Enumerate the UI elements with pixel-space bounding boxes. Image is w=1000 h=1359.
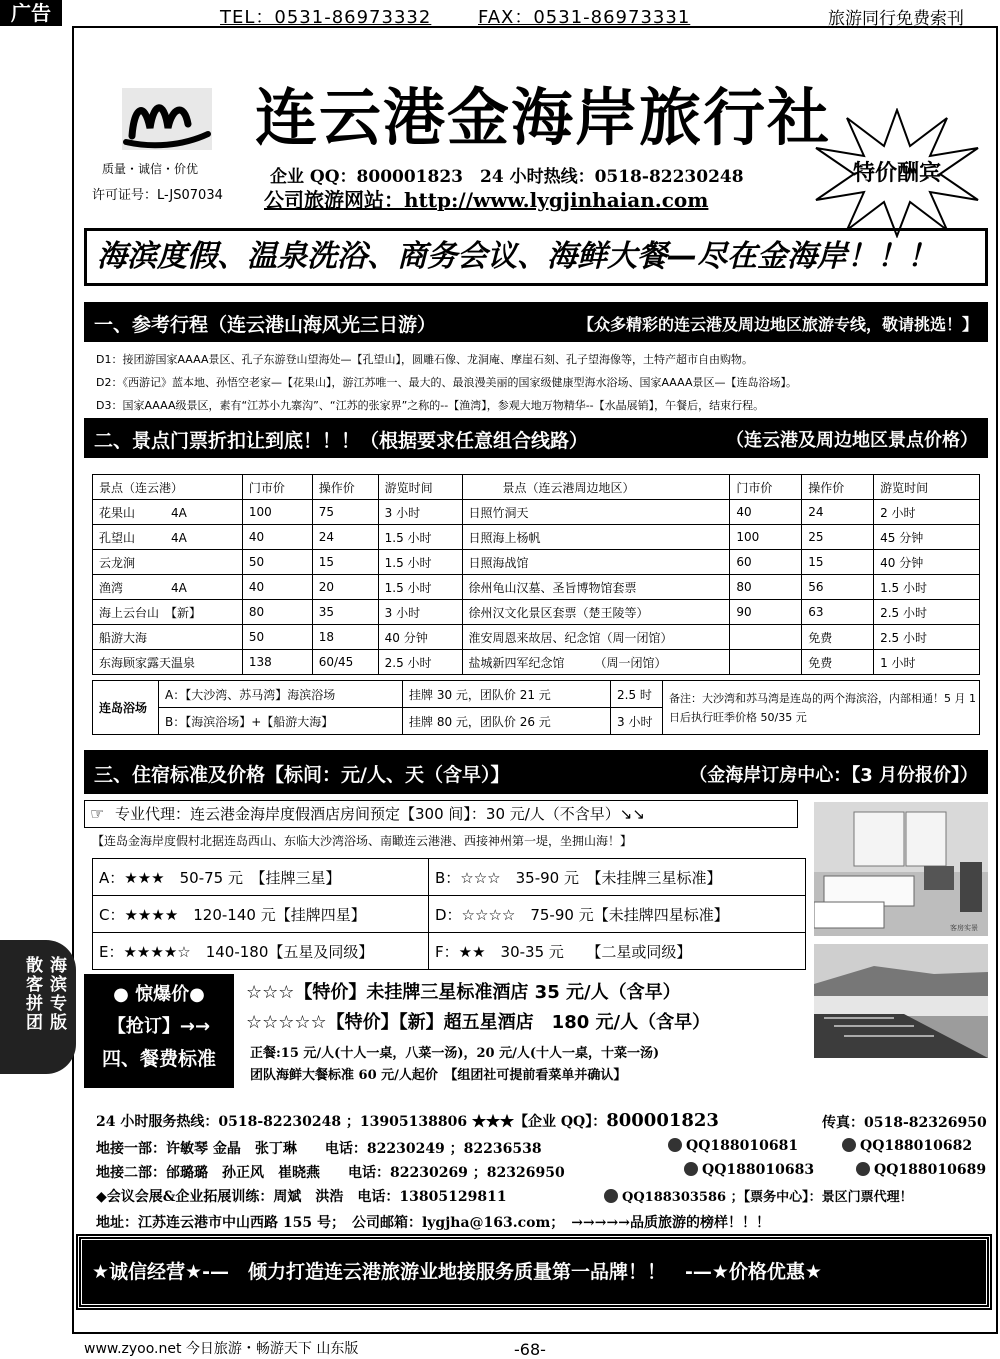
qq-penguin-icon	[842, 1138, 856, 1152]
table-row	[93, 575, 980, 600]
table-cell: 3 小时	[378, 500, 462, 525]
company-qq-hotline: 企业 QQ：800001823 24 小时热线：0518-82230248	[270, 167, 744, 187]
hotel-cell: D：☆☆☆☆ 75-90 元【未挂牌四星标准】	[429, 896, 806, 933]
table-row	[93, 625, 980, 650]
table-cell: 东海顾家露天温泉	[93, 650, 243, 675]
table-cell: 盐城新四军纪念馆 （周一闭馆）	[462, 650, 730, 675]
side-tab-text-1: 散客拼团	[22, 956, 42, 1032]
hotel-cell: E：★★★★☆ 140-180【五星及同级】	[93, 933, 429, 970]
table-cell: 1.5 小时	[874, 575, 980, 600]
header-tel: TEL：0531-86973332	[220, 7, 432, 28]
promo-star-text: 特价酬宾	[852, 161, 942, 186]
header-fax: FAX：0531-86973331	[478, 7, 691, 28]
table-header-row	[93, 475, 980, 500]
hotel-cell: F：★★ 30-35 元 【二星或同级】	[429, 933, 806, 970]
table-cell: 渔湾 4A	[93, 575, 243, 600]
dept1-qq1	[668, 1138, 798, 1154]
table-header: 操作价	[802, 475, 874, 500]
main-banner: 海滨度假、温泉洗浴、商务会议、海鲜大餐—尽在金海岸！！！	[84, 228, 988, 286]
itinerary-day2: D2：《西游记》蓝本地、孙悟空老家—【花果山】，游江苏唯一、最大的、最浪漫美丽的国家级健康型海水浴场、国家AAAA景区—【连岛浴场】。	[96, 376, 797, 389]
table-cell: 淮安周恩来故居、纪念馆（周一闭馆）	[462, 625, 730, 650]
hotel-cell: B：☆☆☆ 35-90 元 【未挂牌三星标准】	[429, 859, 806, 896]
deal-line-2: ☆☆☆☆☆【特价】【新】超五星酒店 180 元/人（含早）	[246, 1012, 711, 1033]
table-cell: 3 小时	[378, 600, 462, 625]
table-cell: 18	[312, 625, 378, 650]
meal-line-1: 正餐:15 元/人(十人一桌，八菜一汤)，20 元/人(十人一桌，十菜一汤)	[250, 1046, 660, 1061]
hotel-row	[93, 933, 806, 970]
company-slogan: 质量・诚信・价优	[102, 162, 199, 176]
island-label: 连岛浴场	[93, 681, 159, 735]
section1-title: 一、参考行程（连云港山海风光三日游）	[94, 314, 437, 336]
table-header: 门市价	[730, 475, 802, 500]
table-cell: 15	[312, 550, 378, 575]
section3-note: （金海岸订房中心：【3 月份报价】）	[689, 765, 978, 786]
table-cell: 日照海战馆	[462, 550, 730, 575]
side-tab-text-2: 海滨专版	[46, 956, 66, 1032]
table-cell: 24	[312, 525, 378, 550]
ticket-price-table	[92, 474, 980, 675]
table-cell: 75	[312, 500, 378, 525]
qq-number: QQ188010689	[874, 1162, 987, 1178]
hand-pointer-icon: ☞	[90, 804, 105, 823]
table-cell: 25	[802, 525, 874, 550]
qq-number: QQ188010682	[860, 1138, 973, 1154]
table-cell: 40 分钟	[378, 625, 462, 650]
hotel-cell: A：★★★ 50-75 元 【挂牌三星】	[93, 859, 429, 896]
table-header: 景点（连云港）	[93, 475, 243, 500]
deal-label-1: ● 惊爆价●	[113, 984, 205, 1005]
table-cell: 100	[242, 500, 312, 525]
itinerary-day3: D3：国家AAAA级景区，素有“江苏小九寨沟”、“江苏的张家界”之称的--【渔湾】，参观大地万物精华--【水晶展销】，午餐后，结束行程。	[96, 399, 765, 412]
qq-number: QQ188010683	[702, 1162, 815, 1178]
table-cell: 2.5 小时	[874, 625, 980, 650]
table-cell: 海上云台山 【新】	[93, 600, 243, 625]
table-header: 操作价	[312, 475, 378, 500]
table-cell: 35	[312, 600, 378, 625]
table-cell: 免费	[802, 625, 874, 650]
itinerary-day1: D1：接团游国家AAAA景区、孔子东游登山望海处—【孔望山】，圆雕石像、龙洞庵、摩崖石刻、孔子望海像等，土特产超市自由购物。	[96, 353, 753, 366]
section3-header	[84, 750, 988, 794]
company-logo-icon	[122, 88, 212, 150]
table-cell: 徐州龟山汉墓、圣旨博物馆套票	[462, 575, 730, 600]
table-cell: 40	[730, 500, 802, 525]
deal-box	[84, 974, 234, 1088]
side-tab	[0, 940, 76, 1074]
island-price-b: 挂牌 80 元，团队价 26 元	[403, 708, 611, 735]
promo-starburst	[812, 108, 982, 238]
table-cell	[730, 650, 802, 675]
island-time-b: 3 小时	[611, 708, 663, 735]
qq-and-ticket-center: QQ188303586 ；【票务中心】：景区门票代理！	[622, 1190, 913, 1205]
table-cell: 免费	[802, 650, 874, 675]
table-row	[93, 600, 980, 625]
table-cell: 2.5 小时	[874, 600, 980, 625]
deal-line-1: ☆☆☆【特价】未挂牌三星标准酒店 35 元/人（含早）	[246, 982, 681, 1003]
island-beach-table	[92, 680, 980, 735]
table-cell: 24	[802, 500, 874, 525]
table-cell: 80	[730, 575, 802, 600]
qq-penguin-icon	[668, 1138, 682, 1152]
hotel-row	[93, 896, 806, 933]
table-cell: 1 小时	[874, 650, 980, 675]
seaside-photo	[814, 944, 988, 1058]
table-row	[93, 550, 980, 575]
table-cell: 50	[242, 625, 312, 650]
section2-header	[84, 418, 988, 458]
qq-number: QQ188010681	[686, 1138, 799, 1154]
qq-penguin-icon	[856, 1162, 870, 1176]
island-price-a: 挂牌 30 元，团队价 21 元	[403, 681, 611, 708]
island-time-a: 2.5 时	[611, 681, 663, 708]
table-cell: 40 分钟	[874, 550, 980, 575]
table-row	[93, 650, 980, 675]
section1-note: 【众多精彩的连云港及周边地区旅游专线，敬请挑选！】	[577, 315, 978, 334]
section2-title: 二、景点门票折扣让到底！！！（根据要求任意组合线路）	[94, 430, 589, 452]
table-cell: 船游大海	[93, 625, 243, 650]
bottom-banner: ★诚信经营★-— 倾力打造连云港旅游业地接服务质量第一品牌！！ -—★价格优惠★	[78, 1236, 990, 1308]
hotel-row	[93, 859, 806, 896]
enterprise-qq: 800001823	[606, 1110, 719, 1131]
meal-line-2: 团队海鲜大餐标准 60 元/人起价 【组团社可提前看菜单并确认】	[250, 1068, 627, 1083]
hotel-cell: C：★★★★ 120-140 元【挂牌四星】	[93, 896, 429, 933]
company-license: 许可证号：L-JS07034	[92, 188, 223, 203]
island-option-b: B：【海滨浴场】+【船游大海】	[159, 708, 403, 735]
dept2-qq1	[684, 1162, 814, 1178]
hotel-price-table	[92, 858, 806, 970]
hotel-room-photo	[814, 802, 988, 936]
contact-hotline	[96, 1110, 719, 1131]
table-cell: 20	[312, 575, 378, 600]
table-cell: 56	[802, 575, 874, 600]
hotline-text: 24 小时服务热线：0518-82230248 ；13905138806 ★★★【企业 QQ】：	[96, 1114, 607, 1130]
table-header: 游览时间	[378, 475, 462, 500]
meetings-qq	[604, 1186, 913, 1205]
section2-note: （连云港及周边地区景点价格）	[726, 430, 978, 451]
qq-penguin-icon	[604, 1189, 618, 1203]
table-cell: 100	[730, 525, 802, 550]
company-name: 连云港金海岸旅行社	[255, 81, 832, 154]
ad-tag: 广告	[0, 0, 62, 26]
table-cell: 60/45	[312, 650, 378, 675]
table-cell: 云龙涧	[93, 550, 243, 575]
table-row	[93, 500, 980, 525]
contact-meetings: ◆会议会展&企业拓展训练：周斌 洪浩 电话：13805129811	[96, 1189, 507, 1205]
table-cell: 日照海上杨帆	[462, 525, 730, 550]
table-cell: 40	[242, 525, 312, 550]
deal-label-2: 【抢订】→→	[107, 1016, 211, 1037]
footer-site: www.zyoo.net 今日旅游・畅游天下 山东版	[84, 1341, 359, 1357]
island-remark: 备注：大沙湾和苏马湾是连岛的两个海滨浴，内部相通！5 月 1 日后执行旺季价格 50/35 元	[663, 681, 980, 735]
island-option-a: A：【大沙湾、苏马湾】海滨浴场	[159, 681, 403, 708]
qq-penguin-icon	[684, 1162, 698, 1176]
section1-header	[84, 302, 988, 342]
section3-title: 三、住宿标准及价格【标间：元/人、天（含早）】	[94, 764, 510, 786]
agency-description: 【连岛金海岸度假村北据连岛西山、东临大沙湾浴场、南瞰连云港港、西接神州第一堤，坐拥山海！】	[92, 834, 633, 848]
table-cell: 2.5 小时	[378, 650, 462, 675]
table-cell: 60	[730, 550, 802, 575]
table-cell: 2 小时	[874, 500, 980, 525]
dept1-qq2	[842, 1138, 972, 1154]
table-cell: 1.5 小时	[378, 550, 462, 575]
contact-dept2: 地接二部：邰璐璐 孙正风 崔晓燕 电话：82230269 ；82326950	[96, 1165, 565, 1181]
table-header: 景点（连云港周边地区）	[462, 475, 730, 500]
table-cell: 63	[802, 600, 874, 625]
table-cell: 50	[242, 550, 312, 575]
table-cell: 1.5 小时	[378, 575, 462, 600]
table-cell	[730, 625, 802, 650]
agency-box: 专业代理：连云港金海岸度假酒店房间预定【300 间】：30 元/人（不含早）↘↘	[84, 800, 798, 828]
table-cell: 45 分钟	[874, 525, 980, 550]
table-cell: 1.5 小时	[378, 525, 462, 550]
dept2-qq2	[856, 1162, 986, 1178]
company-website-link[interactable]: 公司旅游网站：http://www.lygjinhaian.com	[264, 188, 709, 212]
table-row	[93, 525, 980, 550]
table-cell: 138	[242, 650, 312, 675]
table-cell: 日照竹洞天	[462, 500, 730, 525]
table-cell: 徐州汉文化景区套票（楚王陵等）	[462, 600, 730, 625]
island-row-a	[93, 681, 980, 708]
table-cell: 15	[802, 550, 874, 575]
section4-title: 四、餐费标准	[101, 1048, 216, 1070]
contact-dept1: 地接一部：许敏琴 金晶 张丁琳 电话：82230249 ；82236538	[96, 1141, 542, 1157]
header-index: 旅游同行免费索刊	[828, 9, 964, 29]
table-cell: 孔望山 4A	[93, 525, 243, 550]
table-cell: 40	[242, 575, 312, 600]
table-cell: 花果山 4A	[93, 500, 243, 525]
table-cell: 90	[730, 600, 802, 625]
table-header: 游览时间	[874, 475, 980, 500]
photo-caption: 客房实景	[950, 924, 978, 932]
page-number: -68-	[514, 1340, 546, 1359]
contact-fax: 传真：0518-82326950	[822, 1115, 987, 1131]
table-cell: 80	[242, 600, 312, 625]
contact-address: 地址：江苏连云港市中山西路 155 号； 公司邮箱：lygjha@163.com； →→→→→品质旅游的榜样！！！	[96, 1215, 770, 1231]
table-header: 门市价	[242, 475, 312, 500]
